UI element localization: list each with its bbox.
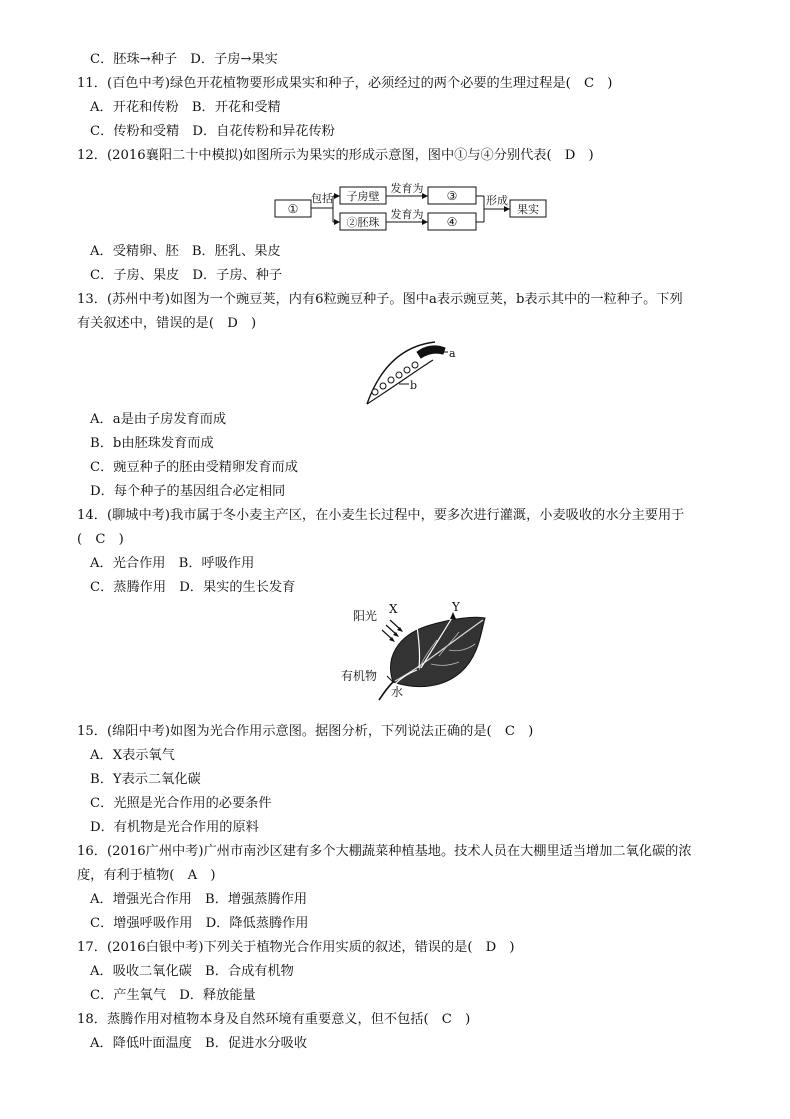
q13-option-b: B．b由胚珠发育而成 [90, 436, 214, 451]
q17-options-ab: A．吸收二氧化碳 B．合成有机物 [90, 964, 294, 979]
question-16-line-1: 16．(2016广州中考)广州市南沙区建有多个大棚蔬菜种植基地。技术人员在大棚里适当增加二氧化碳的浓 [77, 844, 692, 859]
pea-pod-diagram [355, 330, 465, 410]
label-develop-1: 发育为 [390, 182, 424, 195]
label-a: a [449, 347, 456, 360]
label-sunlight: 阳光 [353, 609, 378, 623]
label-y: Y [452, 600, 460, 614]
question-15: 15．(绵阳中考)如图为光合作用示意图。据图分析，下列说法正确的是( C ) [77, 724, 534, 739]
label-develop-2: 发育为 [390, 208, 424, 221]
q10-options-cd: C．胚珠→种子 D．子房→果实 [90, 52, 278, 67]
photosynthesis-leaf-diagram [335, 598, 495, 710]
q13-option-d: D．每个种子的基因组合必定相同 [90, 484, 286, 499]
q18-options-ab: A．降低叶面温度 B．促进水分吸收 [90, 1036, 308, 1051]
question-13-line-2: 有关叙述中，错误的是( D ) [77, 316, 257, 331]
question-14-line-1: 14．(聊城中考)我市属于冬小麦主产区，在小麦生长过程中，要多次进行灌溉，小麦吸收的水分主要用于 [77, 508, 685, 523]
label-include: 包括 [311, 192, 333, 205]
q15-option-d: D．有机物是光合作用的原料 [90, 820, 259, 835]
q16-options-ab: A．增强光合作用 B．增强蒸腾作用 [90, 892, 308, 907]
q16-options-cd: C．增强呼吸作用 D．降低蒸腾作用 [90, 916, 309, 931]
question-14-line-2: ( C ) [77, 532, 124, 547]
label-x: X [389, 602, 398, 616]
q13-option-a: A．a是由子房发育而成 [90, 412, 227, 427]
q15-option-c: C．光照是光合作用的必要条件 [90, 796, 272, 811]
label-ovary-wall: 子房壁 [346, 190, 380, 203]
q15-option-a: A．X表示氧气 [90, 748, 175, 763]
label-fruit: 果实 [517, 203, 539, 216]
label-box-3: ③ [446, 189, 458, 203]
label-organic-matter: 有机物 [341, 669, 378, 683]
question-16-line-2: 度，有利于植物( A ) [77, 868, 216, 883]
q12-options-cd: C．子房、果皮 D．子房、种子 [90, 268, 283, 283]
label-ovule: ②胚珠 [346, 216, 380, 229]
q17-options-cd: C．产生氧气 D．释放能量 [90, 988, 256, 1003]
q13-option-c: C．豌豆种子的胚由受精卵发育而成 [90, 460, 298, 475]
q11-options-cd: C．传粉和受精 D．自花传粉和异花传粉 [90, 124, 335, 139]
question-13-line-1: 13．(苏州中考)如图为一个豌豆荚，内有6粒豌豆种子。图中a表示豌豆荚，b表示其中的一粒种子。下列 [77, 292, 683, 307]
question-12: 12．(2016襄阳二十中模拟)如图所示为果实的形成示意图，图中①与④分别代表( D ) [77, 148, 594, 163]
question-18: 18．蒸腾作用对植物本身及自然环境有重要意义，但不包括( C ) [77, 1012, 471, 1027]
q14-options-ab: A．光合作用 B．呼吸作用 [90, 556, 255, 571]
label-box-4: ④ [446, 215, 458, 229]
question-11: 11．(百色中考)绿色开花植物要形成果实和种子，必须经过的两个必要的生理过程是( C ) [77, 76, 613, 91]
q11-options-ab: A．开花和传粉 B．开花和受精 [90, 100, 281, 115]
q12-options-ab: A．受精卵、胚 B．胚乳、果皮 [90, 244, 281, 259]
q14-options-cd: C．蒸腾作用 D．果实的生长发育 [90, 580, 296, 595]
label-b: b [410, 379, 418, 392]
label-water: 水 [391, 685, 404, 699]
q15-option-b: B．Y表示二氧化碳 [90, 772, 201, 787]
label-form: 形成 [486, 194, 508, 207]
fruit-formation-diagram [270, 182, 550, 234]
label-box-1: ① [287, 202, 299, 216]
question-17: 17．(2016白银中考)下列关于植物光合作用实质的叙述，错误的是( D ) [77, 940, 515, 955]
